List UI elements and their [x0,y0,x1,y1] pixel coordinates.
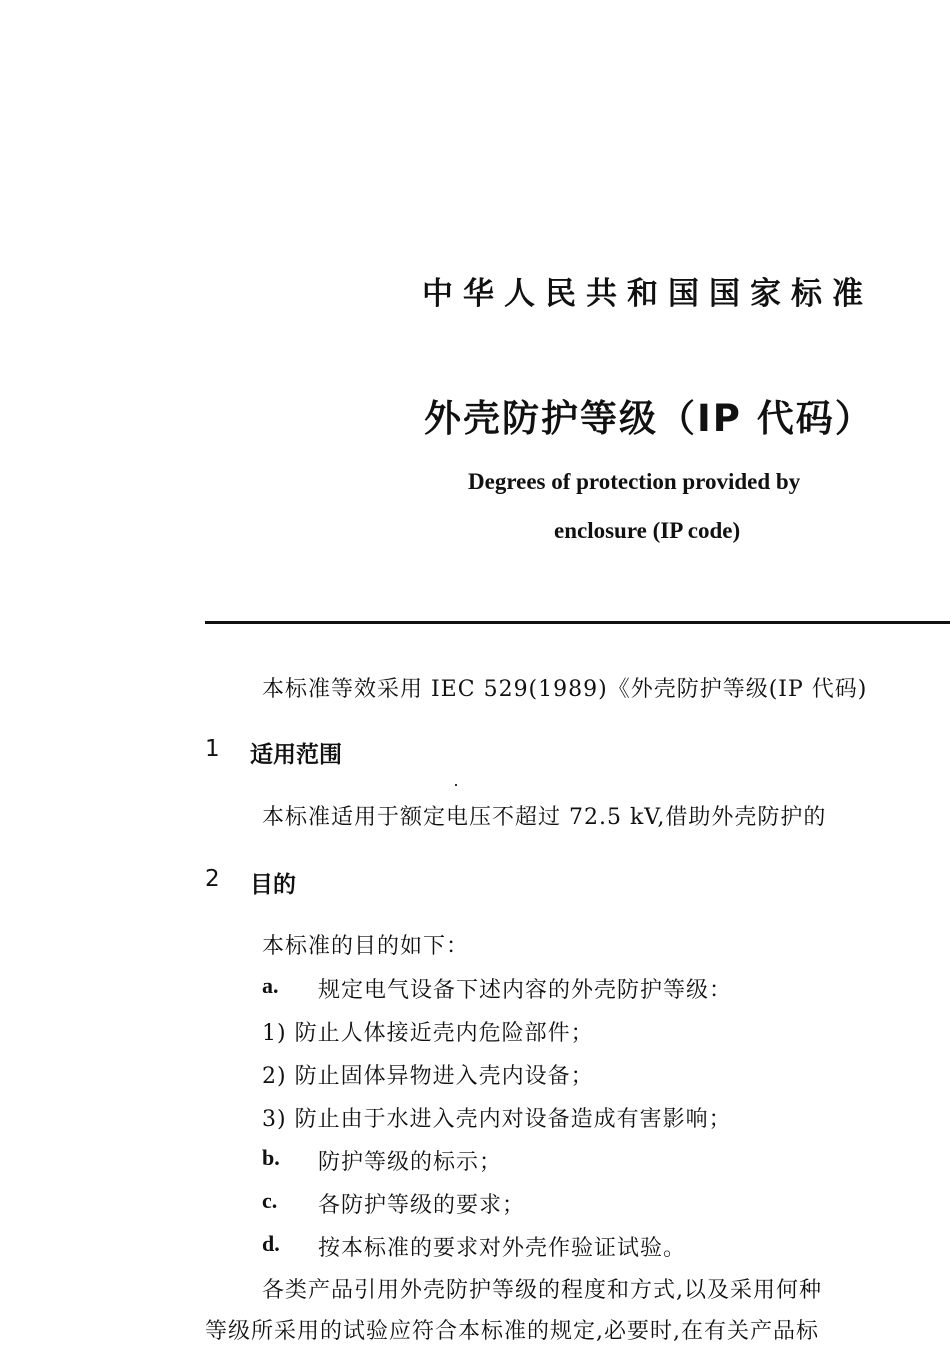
list-marker-a: a. [262,973,279,998]
horizontal-rule [205,621,950,624]
closing-line-2: 等级所采用的试验应符合本标准的规定,必要时,在有关产品标 [205,1319,819,1344]
list-item-a: 规定电气设备下述内容的外壳防护等级： [318,978,733,1003]
list-item-2: 2) 防止固体异物进入壳内设备； [262,1064,594,1089]
section-1-number: 1 [205,736,220,762]
section-2-title: 目的 [250,872,296,898]
section-1-title: 适用范围 [250,742,342,768]
intro-paragraph: 本标准等效采用 IEC 529(1989)《外壳防护等级(IP 代码) [262,677,868,702]
list-item-c: 各防护等级的要求； [318,1193,526,1218]
list-item-1: 1) 防止人体接近壳内危险部件； [262,1021,594,1046]
list-item-d: 按本标准的要求对外壳作验证试验。 [318,1236,687,1261]
list-item-b: 防护等级的标示； [318,1150,503,1175]
list-marker-c: c. [262,1188,278,1213]
list-marker-d: d. [262,1231,280,1256]
section-2-number: 2 [205,866,220,892]
chinese-title: 外壳防护等级（IP 代码） [424,397,874,440]
list-marker-b: b. [262,1145,280,1170]
english-title-line-2: enclosure (IP code) [554,518,741,543]
document-header: 中华人民共和国国家标准 [422,276,873,312]
list-item-3: 3) 防止由于水进入壳内对设备造成有害影响； [262,1107,732,1132]
english-title-line-1: Degrees of protection provided by [468,469,801,494]
scan-speck [455,784,457,786]
closing-line-1: 各类产品引用外壳防护等级的程度和方式,以及采用何种 [262,1278,822,1303]
section-1-body: 本标准适用于额定电压不超过 72.5 kV,借助外壳防护的 [262,805,827,830]
section-2-body: 本标准的目的如下： [262,934,470,959]
